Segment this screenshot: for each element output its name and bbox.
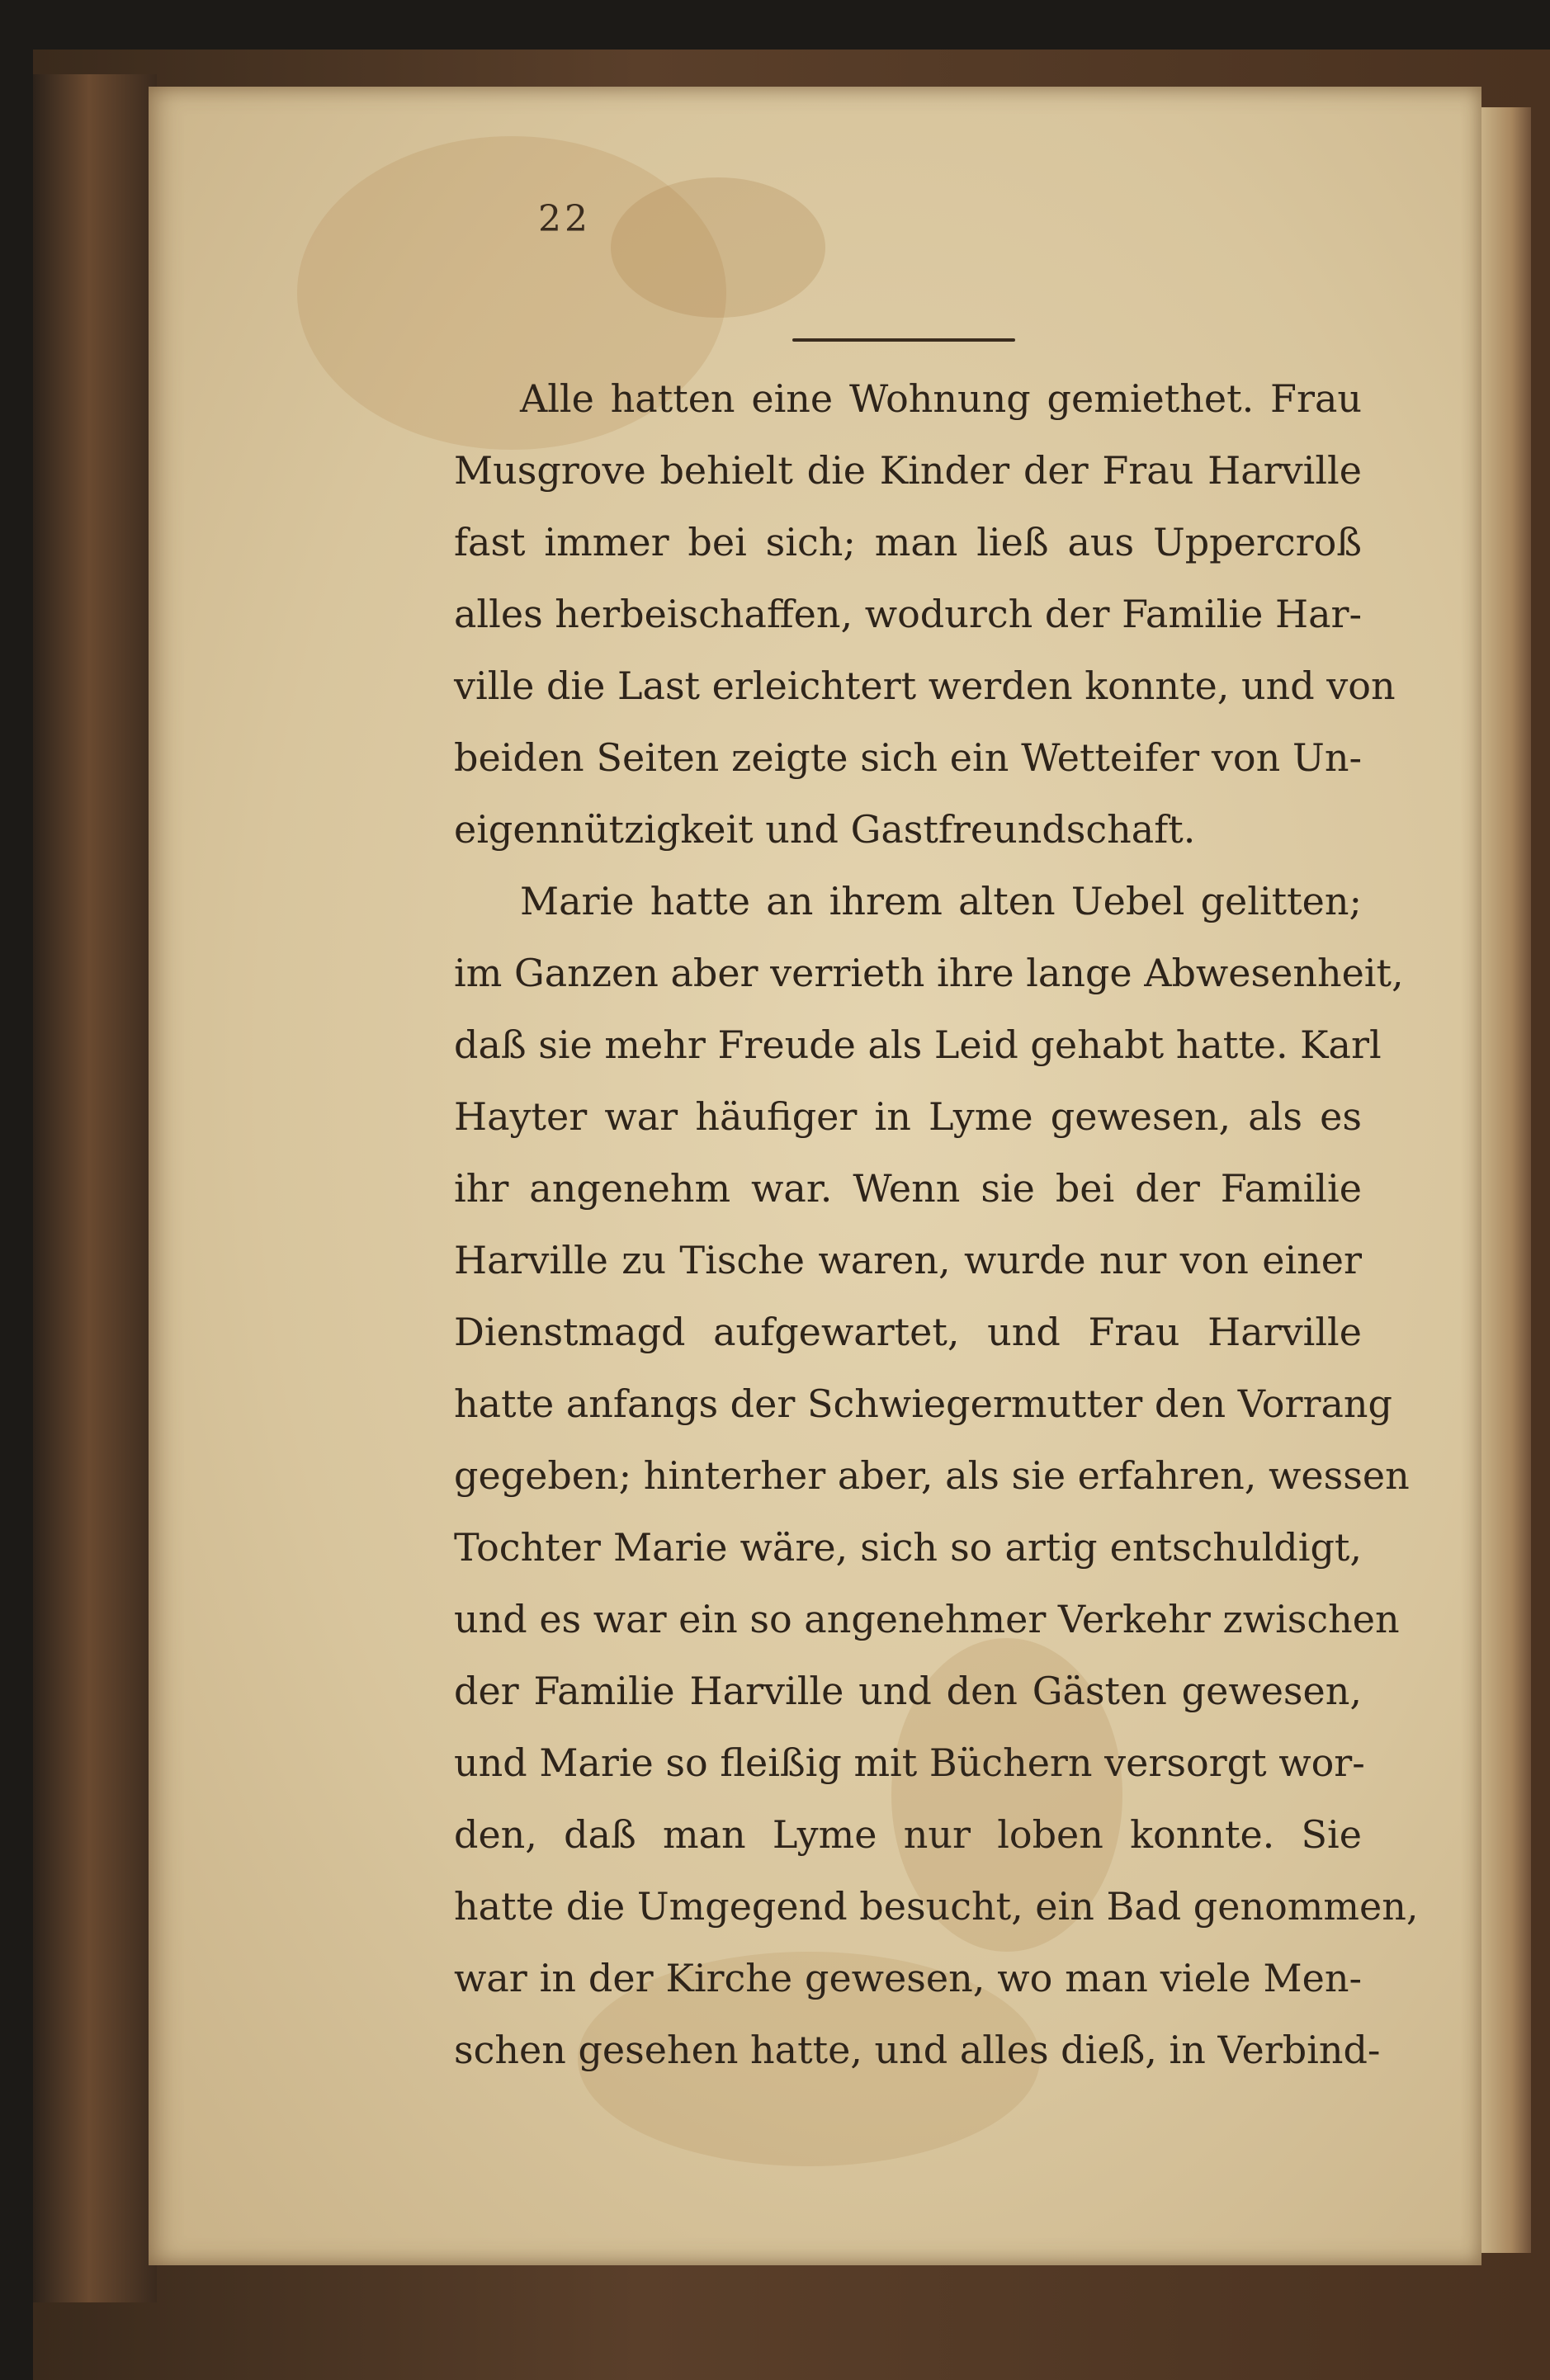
text-line: und Marie so fleißig mit Büchern versorgt wor- [454, 1740, 1365, 1785]
header-rule [792, 338, 1015, 342]
text-line: eigennützigkeit und Gastfreundschaft. [454, 807, 1196, 852]
text-line: fast immer bei sich; man ließ aus Uppercroß [454, 520, 1362, 564]
text-line: Dienstmagd aufgewartet, und Frau Harville [454, 1310, 1362, 1354]
text-line: gegeben; hinterher aber, als sie erfahren, wessen [454, 1453, 1410, 1498]
text-line: Musgrove behielt die Kinder der Frau Harville [454, 448, 1362, 493]
text-line: daß sie mehr Freude als Leid gehabt hatte. Karl [454, 1022, 1382, 1067]
text-line: ville die Last erleichtert werden konnte, und von [454, 663, 1396, 708]
page-edge [1481, 107, 1531, 2253]
text-line: Hayter war häufiger in Lyme gewesen, als es [454, 1094, 1362, 1139]
text-line: den, daß man Lyme nur loben konnte. Sie [454, 1812, 1362, 1857]
text-line: hatte die Umgegend besucht, ein Bad genommen, [454, 1884, 1419, 1929]
text-line: Alle hatten eine Wohnung gemiethet. Frau [520, 376, 1362, 421]
text-line: im Ganzen aber verrieth ihre lange Abwesenheit, [454, 951, 1404, 995]
text-line: hatte anfangs der Schwiegermutter den Vorrang [454, 1381, 1392, 1426]
text-line: ihr angenehm war. Wenn sie bei der Familie [454, 1166, 1362, 1211]
text-line: beiden Seiten zeigte sich ein Wetteifer von Un- [454, 735, 1362, 780]
text-line: schen gesehen hatte, und alles dieß, in Verbind- [454, 2028, 1381, 2072]
text-line: der Familie Harville und den Gästen gewesen, [454, 1669, 1362, 1713]
book-spine [33, 74, 157, 2302]
text-line: alles herbeischaffen, wodurch der Familie Har- [454, 592, 1363, 636]
body-text [454, 363, 1419, 2086]
text-line: Marie hatte an ihrem alten Uebel gelitten; [520, 879, 1362, 923]
text-line: war in der Kirche gewesen, wo man viele Men- [454, 1956, 1362, 2000]
page-number: 22 [538, 198, 591, 240]
text-line: Tochter Marie wäre, sich so artig entschuldigt, [454, 1525, 1362, 1570]
text-line: Harville zu Tische waren, wurde nur von einer [454, 1238, 1362, 1282]
text-line: und es war ein so angenehmer Verkehr zwischen [454, 1597, 1400, 1641]
